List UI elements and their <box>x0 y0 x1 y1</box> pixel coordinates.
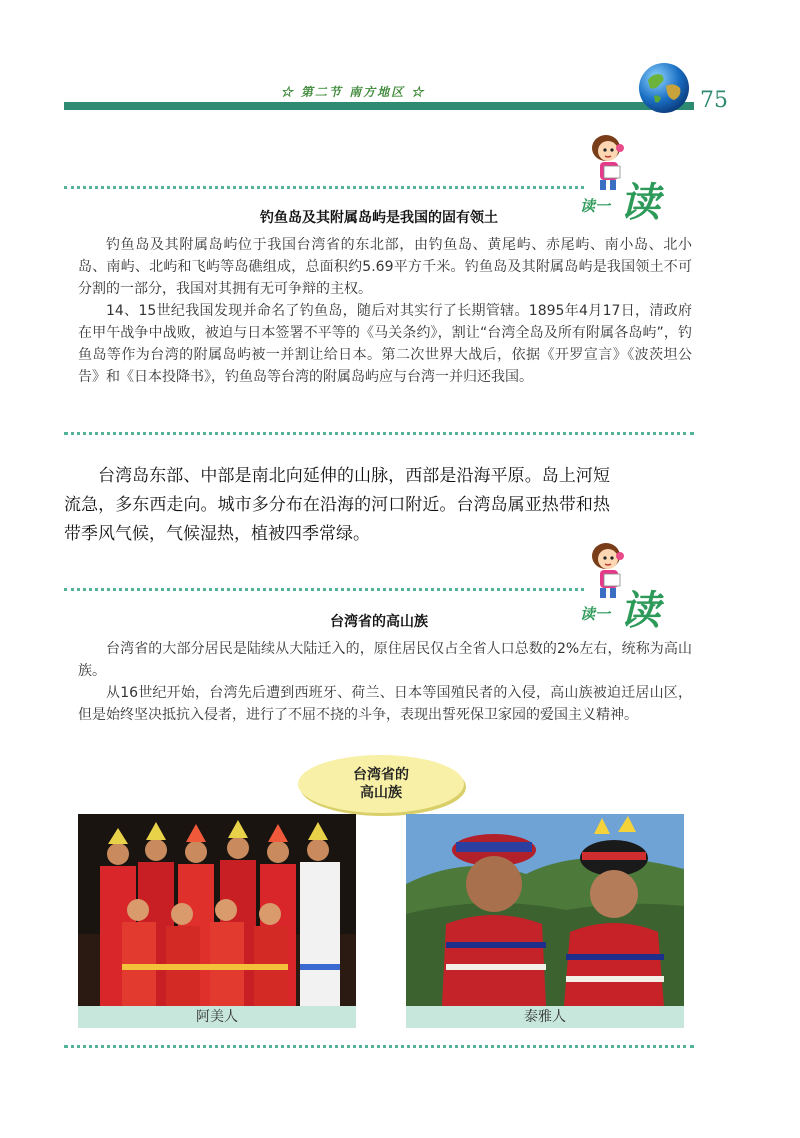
main-text-block <box>64 462 610 549</box>
read-badge-big-text: 读 <box>620 179 660 226</box>
page-number: 75 <box>700 88 728 113</box>
read-box-2-paragraph: 台湾省的大部分居民是陆续从大陆迁入的，原住居民仅占全省人口总数的2%左右，统称为高山族。 <box>78 641 692 679</box>
read-box-2-body <box>78 638 692 726</box>
read-badge-small-text: 读一 <box>580 605 611 623</box>
read-box-2-paragraph: 从16世纪开始，台湾先后遭到西班牙、荷兰、日本等国殖民者的入侵，高山族被迫迁居山区，但是始终坚决抵抗入侵者，进行了不屈不挠的斗争，表现出誓死保卫家园的爱国主义精神。 <box>78 685 692 723</box>
read-box-1-paragraph: 14、15世纪我国发现并命名了钓鱼岛，随后对其实行了长期管辖。1895年4月17日，清政府在甲午战争中战败，被迫与日本签署不平等的《马关条约》，割让“台湾全岛及所有附属各岛屿”，钓鱼岛等作为台湾的附属岛屿被一并割让给日本。第二次世界大战后，依据《开罗宣言》《波茨坦公告》和《日本投降书》，钓鱼岛等台湾的附属岛屿应与台湾一并归还我国。 <box>78 303 692 385</box>
read-badge-small-text: 读一 <box>580 197 611 215</box>
photo-amis-image <box>78 814 356 1006</box>
globe-icon <box>638 62 690 114</box>
divider-top-2 <box>64 588 584 591</box>
read-box-1-paragraph: 钓鱼岛及其附属岛屿位于我国台湾省的东北部，由钓鱼岛、黄尾屿、赤尾屿、南小岛、北小岛、南屿、北屿和飞屿等岛礁组成，总面积约5.69平方千米。钓鱼岛及其附属岛屿是我国领土不可分割的一部分，我国对其拥有无可争辩的主权。 <box>78 237 692 297</box>
photo-amis <box>78 814 356 1006</box>
photo-atayal-image <box>406 814 684 1006</box>
read-box-1-body <box>78 234 692 388</box>
read-box-1-title: 钓鱼岛及其附属岛屿是我国的固有领土 <box>260 210 498 226</box>
photo-atayal <box>406 814 684 1006</box>
divider-bottom-1 <box>64 432 694 435</box>
photo-group-label-line1: 台湾省的 <box>353 767 409 783</box>
read-box-2-title: 台湾省的高山族 <box>330 614 428 630</box>
divider-top-1 <box>64 186 584 189</box>
photo-group-label <box>298 755 464 813</box>
chapter-header-title: ☆ 第二节 南方地区 ☆ <box>280 85 426 99</box>
header-bar <box>64 102 694 110</box>
photo-group-label-line2: 高山族 <box>360 785 402 801</box>
divider-bottom-2 <box>64 1045 694 1048</box>
photo-atayal-caption: 泰雅人 <box>406 1006 684 1028</box>
photo-amis-caption: 阿美人 <box>78 1006 356 1028</box>
read-badge-big-text: 读 <box>620 587 660 634</box>
main-paragraph: 台湾岛东部、中部是南北向延伸的山脉，西部是沿海平原。岛上河短流急，多东西走向。城市多分布在沿海的河口附近。台湾岛属亚热带和热带季风气候，气候湿热，植被四季常绿。 <box>64 466 610 544</box>
